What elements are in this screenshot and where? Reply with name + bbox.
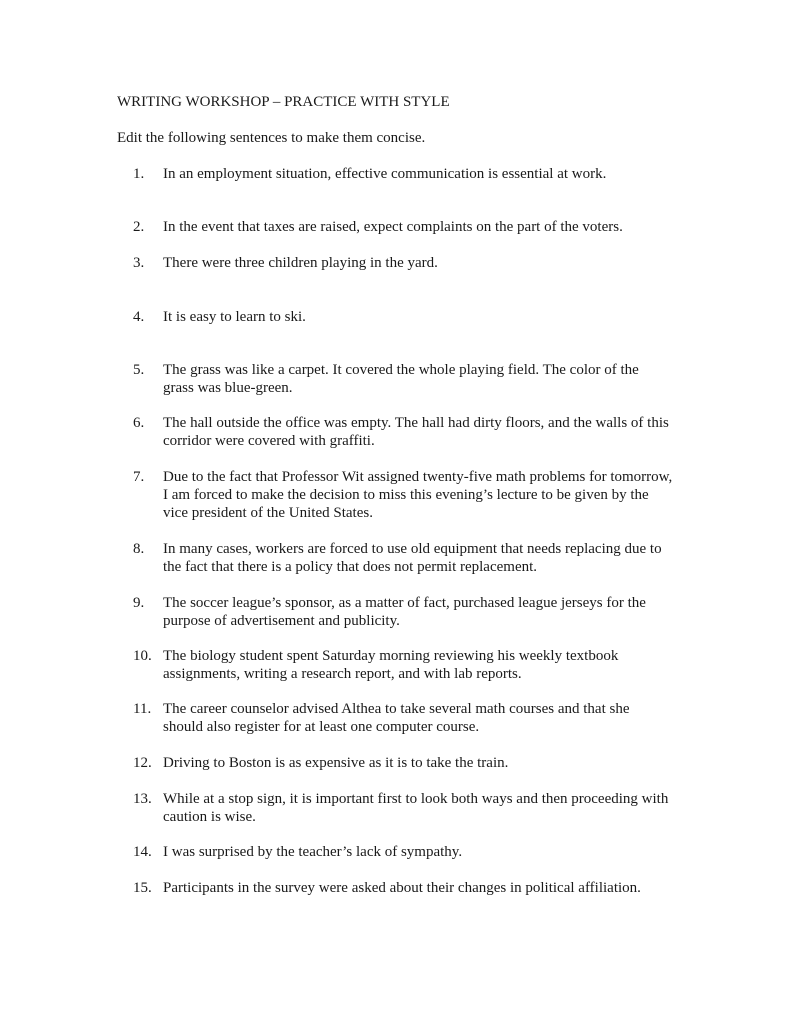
item-text: The biology student spent Saturday morning reviewing his weekly textbook assignments, writing a research report, and with lab reports. — [163, 648, 619, 682]
list-item — [133, 594, 673, 630]
item-text: While at a stop sign, it is important first to look both ways and then proceeding with caution is wise. — [163, 791, 669, 825]
list-item — [133, 468, 673, 522]
item-number: 2. — [133, 219, 145, 235]
item-number: 11. — [133, 701, 152, 717]
item-number: 6. — [133, 415, 145, 431]
list-item — [133, 790, 673, 826]
item-text: In an employment situation, effective communication is essential at work. — [163, 166, 607, 182]
item-number: 12. — [133, 755, 152, 771]
item-text: It is easy to learn to ski. — [163, 309, 306, 325]
list-item — [133, 879, 673, 897]
list-item — [133, 700, 673, 736]
item-number: 7. — [133, 469, 145, 485]
item-text: In the event that taxes are raised, expect complaints on the part of the voters. — [163, 219, 623, 235]
list-item — [133, 540, 673, 576]
item-number: 5. — [133, 362, 145, 378]
list-item — [133, 308, 673, 326]
item-text: The hall outside the office was empty. The hall had dirty floors, and the walls of this corridor were covered with graffiti. — [163, 415, 669, 449]
item-text: Participants in the survey were asked about their changes in political affiliation. — [163, 880, 641, 896]
instructions: Edit the following sentences to make them concise. — [117, 130, 426, 146]
list-item — [133, 843, 673, 861]
list-item — [133, 414, 673, 450]
item-number: 1. — [133, 166, 145, 182]
list-item — [133, 647, 673, 683]
item-text: In many cases, workers are forced to use old equipment that needs replacing due to the fact that there is a policy that does not permit replacement. — [163, 541, 662, 575]
list-item — [133, 165, 673, 183]
item-number: 15. — [133, 880, 152, 896]
item-text: There were three children playing in the yard. — [163, 255, 438, 271]
document-title: WRITING WORKSHOP – PRACTICE WITH STYLE — [117, 94, 450, 110]
item-text: The career counselor advised Althea to take several math courses and that she should also register for at least one computer course. — [163, 701, 630, 735]
item-number: 3. — [133, 255, 145, 271]
item-text: Due to the fact that Professor Wit assigned twenty-five math problems for tomorrow, I am forced to make the decision to miss this evening’s lecture to be given by the vice president of the United States. — [163, 469, 673, 521]
item-number: 13. — [133, 791, 152, 807]
list-item — [133, 254, 673, 272]
list-item — [133, 218, 673, 236]
item-text: The soccer league’s sponsor, as a matter of fact, purchased league jerseys for the purpose of advertisement and publicity. — [163, 595, 646, 629]
item-text: I was surprised by the teacher’s lack of sympathy. — [163, 844, 463, 860]
item-number: 4. — [133, 309, 145, 325]
item-number: 8. — [133, 541, 145, 557]
item-text: The grass was like a carpet. It covered the whole playing field. The color of the grass was blue-green. — [163, 362, 639, 396]
item-number: 9. — [133, 595, 145, 611]
list-item — [133, 361, 673, 397]
item-number: 10. — [133, 648, 152, 664]
item-text: Driving to Boston is as expensive as it is to take the train. — [163, 755, 509, 771]
list-item — [133, 754, 673, 772]
item-number: 14. — [133, 844, 152, 860]
